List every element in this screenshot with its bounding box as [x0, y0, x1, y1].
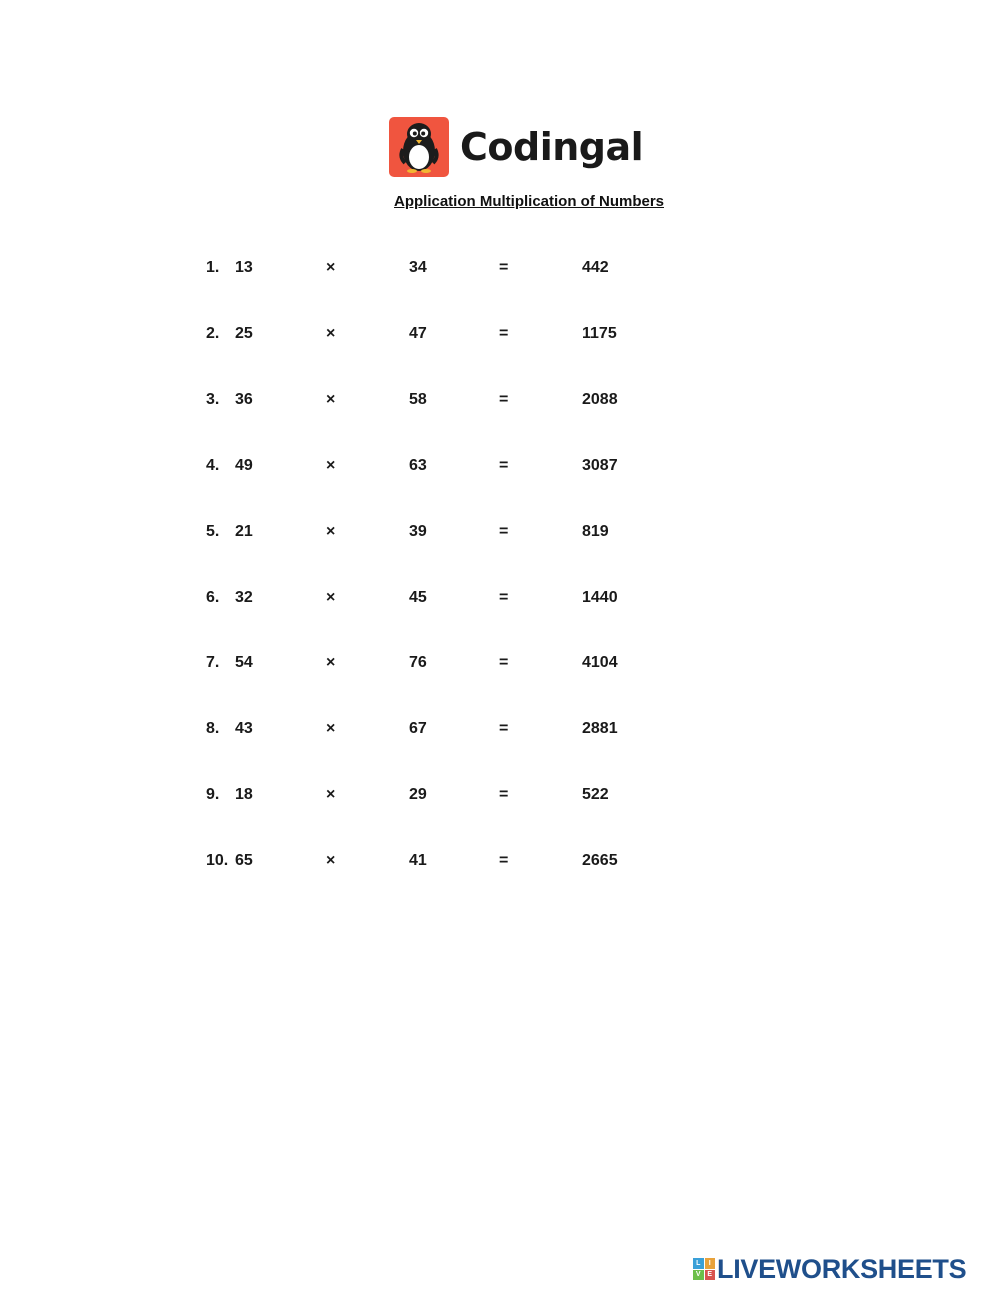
multiply-sign: × [326, 523, 336, 540]
live-block: E [705, 1270, 716, 1281]
multiply-sign: × [326, 325, 336, 342]
problem-number: 7. [206, 654, 220, 671]
live-block: V [693, 1270, 704, 1281]
multiply-sign: × [326, 786, 336, 803]
product-result: 4104 [582, 654, 618, 671]
problem-row [0, 457, 1000, 479]
second-factor: 76 [409, 654, 427, 671]
problem-row [0, 589, 1000, 611]
second-factor: 58 [409, 391, 427, 408]
problem-number: 1. [206, 259, 220, 276]
product-result: 2881 [582, 720, 618, 737]
equals-sign: = [499, 391, 509, 408]
multiply-sign: × [326, 259, 336, 276]
second-factor: 63 [409, 457, 427, 474]
problem-number: 8. [206, 720, 220, 737]
product-result: 2088 [582, 391, 618, 408]
second-factor: 34 [409, 259, 427, 276]
second-factor: 29 [409, 786, 427, 803]
product-result: 3087 [582, 457, 618, 474]
problem-row [0, 259, 1000, 281]
problem-number: 5. [206, 523, 220, 540]
problem-number: 4. [206, 457, 220, 474]
first-factor: 32 [235, 589, 253, 606]
multiply-sign: × [326, 720, 336, 737]
equals-sign: = [499, 720, 509, 737]
second-factor: 45 [409, 589, 427, 606]
equals-sign: = [499, 654, 509, 671]
problem-number: 2. [206, 325, 220, 342]
penguin-icon [389, 117, 449, 177]
problem-row [0, 720, 1000, 742]
second-factor: 41 [409, 852, 427, 869]
brand-name: Codingal [460, 125, 644, 169]
product-result: 819 [582, 523, 609, 540]
problem-row [0, 523, 1000, 545]
equals-sign: = [499, 457, 509, 474]
first-factor: 21 [235, 523, 253, 540]
multiply-sign: × [326, 589, 336, 606]
first-factor: 65 [235, 852, 253, 869]
multiply-sign: × [326, 654, 336, 671]
liveworksheets-blocks-icon [693, 1258, 715, 1280]
first-factor: 18 [235, 786, 253, 803]
product-result: 1175 [582, 325, 617, 342]
second-factor: 47 [409, 325, 427, 342]
problem-row [0, 654, 1000, 676]
multiply-sign: × [326, 457, 336, 474]
live-block: L [693, 1258, 704, 1269]
problem-number: 6. [206, 589, 220, 606]
first-factor: 36 [235, 391, 253, 408]
product-result: 1440 [582, 589, 618, 606]
problem-number: 3. [206, 391, 220, 408]
problem-row [0, 786, 1000, 808]
product-result: 522 [582, 786, 609, 803]
equals-sign: = [499, 325, 509, 342]
first-factor: 49 [235, 457, 253, 474]
equals-sign: = [499, 259, 509, 276]
second-factor: 67 [409, 720, 427, 737]
equals-sign: = [499, 589, 509, 606]
product-result: 2665 [582, 852, 618, 869]
problem-number: 9. [206, 786, 220, 803]
equals-sign: = [499, 523, 509, 540]
product-result: 442 [582, 259, 609, 276]
equals-sign: = [499, 852, 509, 869]
multiply-sign: × [326, 391, 336, 408]
multiply-sign: × [326, 852, 336, 869]
problem-row [0, 391, 1000, 413]
problem-row [0, 852, 1000, 874]
first-factor: 43 [235, 720, 253, 737]
first-factor: 25 [235, 325, 253, 342]
problem-number: 10. [206, 852, 229, 869]
live-block: I [705, 1258, 716, 1269]
liveworksheets-wordmark: LIVEWORKSHEETS [717, 1254, 967, 1284]
first-factor: 13 [235, 259, 253, 276]
equals-sign: = [499, 786, 509, 803]
second-factor: 39 [409, 523, 427, 540]
liveworksheets-logo [693, 1256, 966, 1282]
codingal-logo [389, 117, 643, 177]
worksheet-title: Application Multiplication of Numbers [394, 193, 664, 210]
first-factor: 54 [235, 654, 253, 671]
problem-row [0, 325, 1000, 347]
